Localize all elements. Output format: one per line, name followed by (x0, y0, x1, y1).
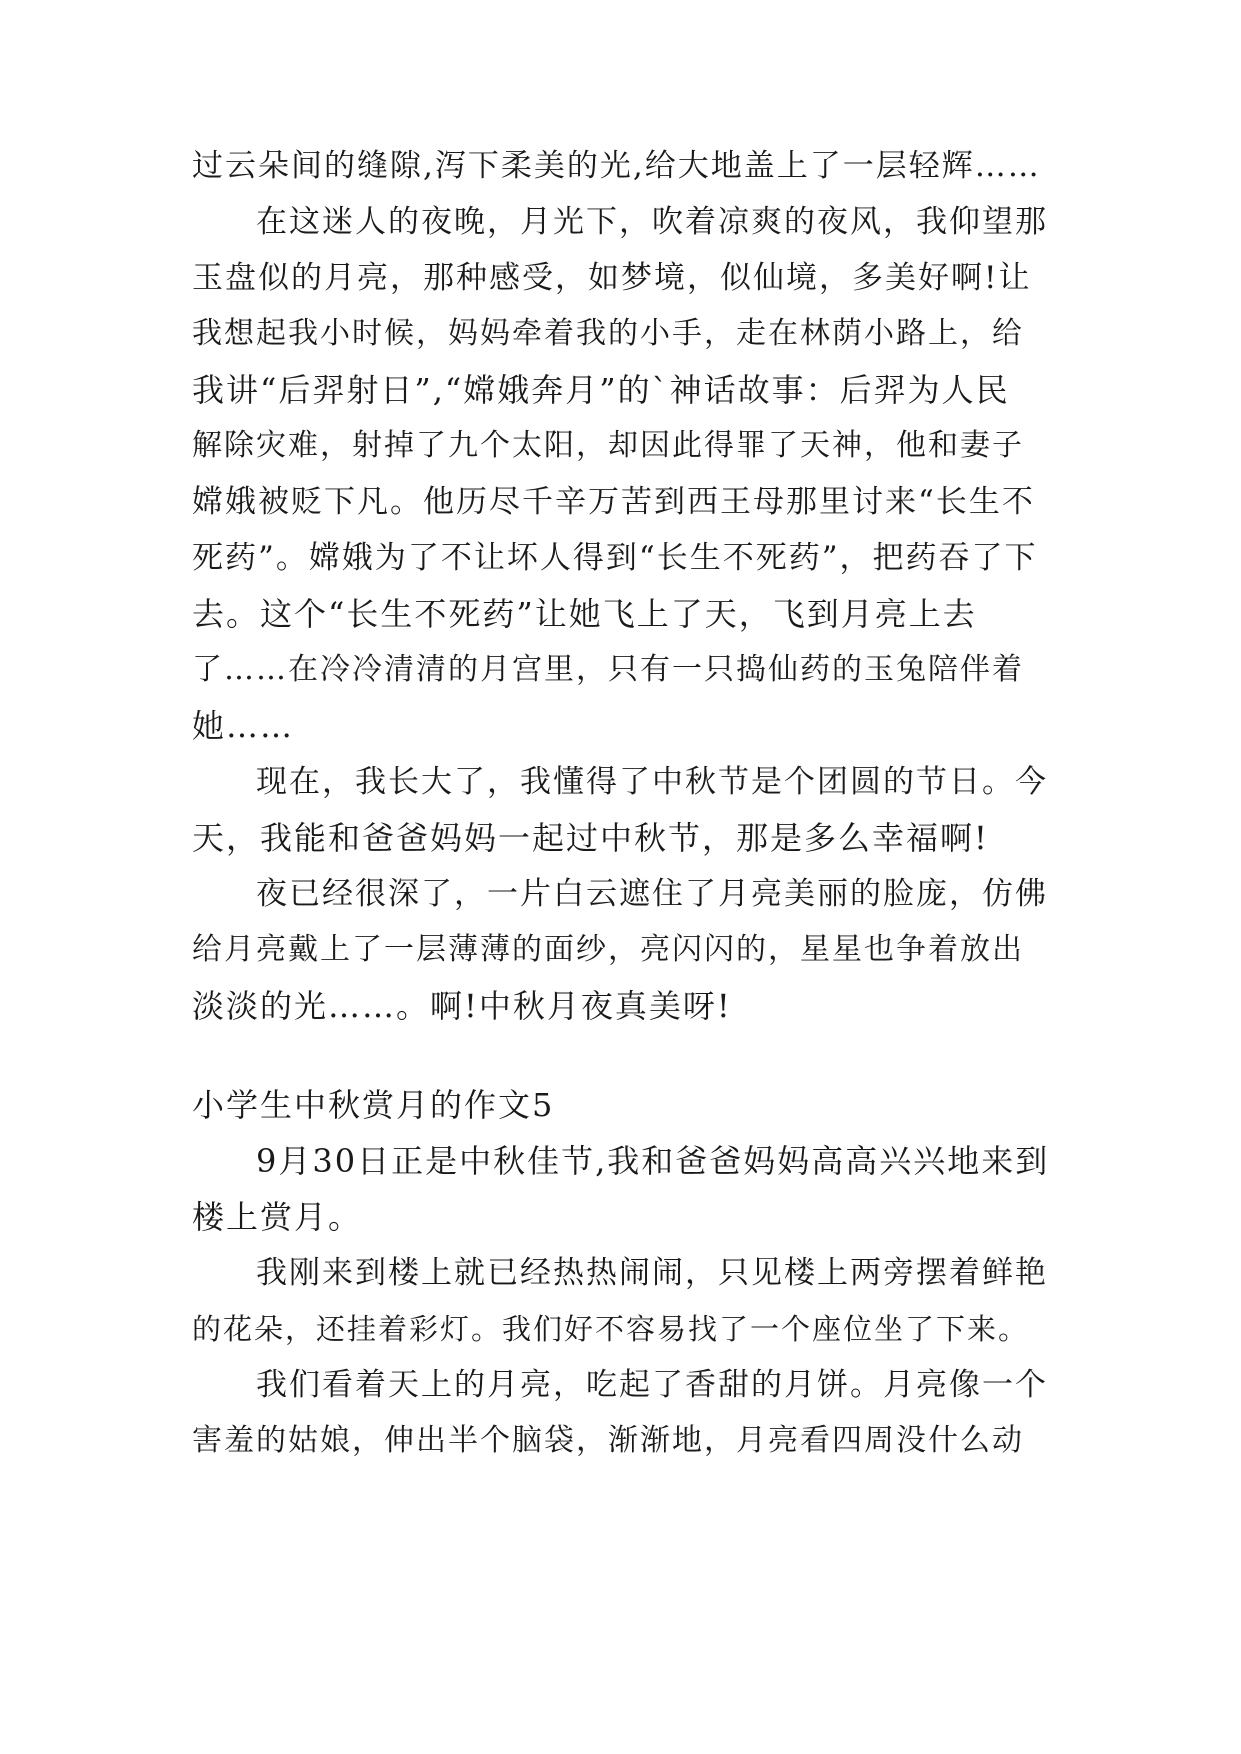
paragraph-start-line: 现在，我长大了，我懂得了中秋节是个团圆的节日。今 (256, 764, 1048, 800)
text-line: 死药”。嫦娥为了不让坏人得到“长生不死药”，把药吞了下 (192, 540, 1038, 576)
text-line: 她…… (192, 707, 295, 745)
section-heading: 小学生中秋赏月的作文5 (192, 1086, 555, 1124)
text-line: 嫦娥被贬下凡。他历尽千辛万苦到西王母那里讨来“长生不 (192, 484, 1035, 520)
text-line: 去。这个“长生不死药”让她飞上了天，飞到月亮上去 (192, 595, 977, 633)
text-line: 我想起我小时候，妈妈牵着我的小手，走在林荫小路上，给 (192, 316, 1024, 351)
text-line: 我讲“后羿射日”,“嫦娥奔月”的`神话故事：后羿为人民 (192, 371, 1010, 409)
paragraph-start-line: 9月30日正是中秋佳节,我和爸爸妈妈高高兴兴地来到 (256, 1142, 1050, 1180)
text-line: 害羞的姑娘，伸出半个脑袋，渐渐地，月亮看四周没什么动 (192, 1423, 1024, 1458)
paragraph-start-line: 我刚来到楼上就已经热热闹闹，只见楼上两旁摆着鲜艳 (256, 1255, 1048, 1291)
text-line: 了……在冷冷清清的月宫里，只有一只捣仙药的玉兔陪伴着 (192, 652, 1024, 687)
paragraph-start-line: 我们看着天上的月亮，吃起了香甜的月饼。月亮像一个 (256, 1367, 1048, 1403)
paragraph-start-line: 夜已经很深了，一片白云遮住了月亮美丽的脸庞，仿佛 (256, 876, 1048, 912)
text-line: 天，我能和爸爸妈妈一起过中秋节，那是多么幸福啊! (192, 819, 989, 857)
text-line: 给月亮戴上了一层薄薄的面纱，亮闪闪的，星星也争着放出 (192, 932, 1024, 967)
text-line: 玉盘似的月亮，那种感受，如梦境，似仙境，多美好啊!让 (192, 260, 1032, 296)
text-line: 的花朵，还挂着彩灯。我们好不容易找了一个座位坐了下来。 (192, 1312, 1030, 1346)
text-line: 楼上赏月。 (192, 1198, 363, 1236)
text-line: 淡淡的光……。啊!中秋月夜真美呀! (192, 987, 732, 1025)
paragraph-start-line: 在这迷人的夜晚，月光下，吹着凉爽的夜风，我仰望那 (256, 204, 1048, 240)
text-line: 过云朵间的缝隙,泻下柔美的光,给大地盖上了一层轻辉…… (192, 148, 1041, 184)
text-line: 解除灾难，射掉了九个太阳，却因此得罪了天神，他和妻子 (192, 428, 1024, 463)
